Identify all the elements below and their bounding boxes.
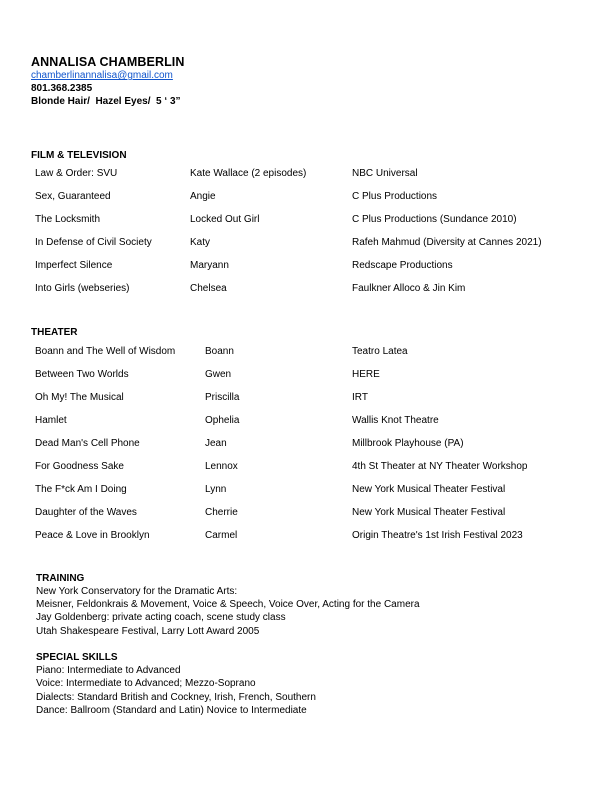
credit-role: Chelsea [190, 283, 227, 294]
credit-title: Daughter of the Waves [35, 507, 137, 518]
credit-company: 4th St Theater at NY Theater Workshop [352, 461, 528, 472]
credit-title: Hamlet [35, 415, 67, 426]
credit-company: Rafeh Mahmud (Diversity at Cannes 2021) [352, 237, 542, 248]
credit-title: Oh My! The Musical [35, 392, 124, 403]
credit-role: Jean [205, 438, 227, 449]
theater-heading: THEATER [31, 327, 78, 338]
credit-row [0, 461, 612, 475]
credit-title: In Defense of Civil Society [35, 237, 152, 248]
credit-role: Kate Wallace (2 episodes) [190, 168, 307, 179]
credit-company: Wallis Knot Theatre [352, 415, 439, 426]
credit-title: For Goodness Sake [35, 461, 124, 472]
credit-company: Faulkner Alloco & Jin Kim [352, 283, 466, 294]
credit-row [0, 191, 612, 205]
film-tv-heading: FILM & TELEVISION [31, 150, 127, 161]
credit-company: C Plus Productions [352, 191, 438, 202]
credit-role: Lennox [205, 461, 238, 472]
credit-title: Sex, Guaranteed [35, 191, 111, 202]
credit-role: Ophelia [205, 415, 240, 426]
training-line: Utah Shakespeare Festival, Larry Lott Award 2005 [36, 626, 260, 637]
credit-company: HERE [352, 369, 380, 380]
credit-company: New York Musical Theater Festival [352, 484, 506, 495]
email-link[interactable]: chamberlinannalisa@gmail.com [31, 70, 173, 81]
credit-row [0, 260, 612, 274]
credit-company: New York Musical Theater Festival [352, 507, 506, 518]
credit-row [0, 507, 612, 521]
credit-row [0, 214, 612, 228]
credit-company: Origin Theatre's 1st Irish Festival 2023 [352, 530, 523, 541]
credit-role: Carmel [205, 530, 238, 541]
credit-row [0, 392, 612, 406]
credit-role: Gwen [205, 369, 232, 380]
credit-role: Cherrie [205, 507, 238, 518]
credit-row [0, 369, 612, 383]
credit-row [0, 237, 612, 251]
credit-company: Redscape Productions [352, 260, 453, 271]
training-line: Jay Goldenberg: private acting coach, scene study class [36, 612, 286, 623]
credit-company: IRT [352, 392, 368, 403]
credit-role: Angie [190, 191, 216, 202]
credit-title: Peace & Love in Brooklyn [35, 530, 150, 541]
skill-line: Voice: Intermediate to Advanced; Mezzo-Soprano [36, 678, 256, 689]
credit-row [0, 346, 612, 360]
credit-title: Into Girls (webseries) [35, 283, 130, 294]
skill-line: Dialects: Standard British and Cockney, Irish, French, Southern [36, 692, 316, 703]
credit-title: The F*ck Am I Doing [35, 484, 127, 495]
credit-role: Boann [205, 346, 234, 357]
special-skills-heading: SPECIAL SKILLS [36, 652, 118, 663]
credit-row [0, 283, 612, 297]
training-line: Meisner, Feldonkrais & Movement, Voice & Speech, Voice Over, Acting for the Camera [36, 599, 420, 610]
credit-role: Locked Out Girl [190, 214, 260, 225]
credit-row [0, 438, 612, 452]
credit-title: Between Two Worlds [35, 369, 129, 380]
credit-title: Boann and The Well of Wisdom [35, 346, 176, 357]
phone-number: 801.368.2385 [31, 83, 93, 94]
actor-name: ANNALISA CHAMBERLIN [31, 55, 185, 69]
credit-row [0, 415, 612, 429]
physical-stats: Blonde Hair/ Hazel Eyes/ 5 ‘ 3” [31, 96, 181, 107]
credit-row [0, 484, 612, 498]
credit-role: Katy [190, 237, 211, 248]
credit-company: C Plus Productions (Sundance 2010) [352, 214, 517, 225]
credit-role: Priscilla [205, 392, 240, 403]
credit-company: NBC Universal [352, 168, 418, 179]
credit-row [0, 168, 612, 182]
credit-title: Imperfect Silence [35, 260, 113, 271]
training-line: New York Conservatory for the Dramatic Arts: [36, 586, 238, 597]
credit-row [0, 530, 612, 544]
credit-title: The Locksmith [35, 214, 101, 225]
training-heading: TRAINING [36, 573, 85, 584]
credit-role: Maryann [190, 260, 229, 271]
credit-title: Law & Order: SVU [35, 168, 118, 179]
credit-title: Dead Man's Cell Phone [35, 438, 140, 449]
credit-company: Teatro Latea [352, 346, 408, 357]
credit-role: Lynn [205, 484, 227, 495]
skill-line: Dance: Ballroom (Standard and Latin) Novice to Intermediate [36, 705, 307, 716]
credit-company: Millbrook Playhouse (PA) [352, 438, 464, 449]
skill-line: Piano: Intermediate to Advanced [36, 665, 181, 676]
